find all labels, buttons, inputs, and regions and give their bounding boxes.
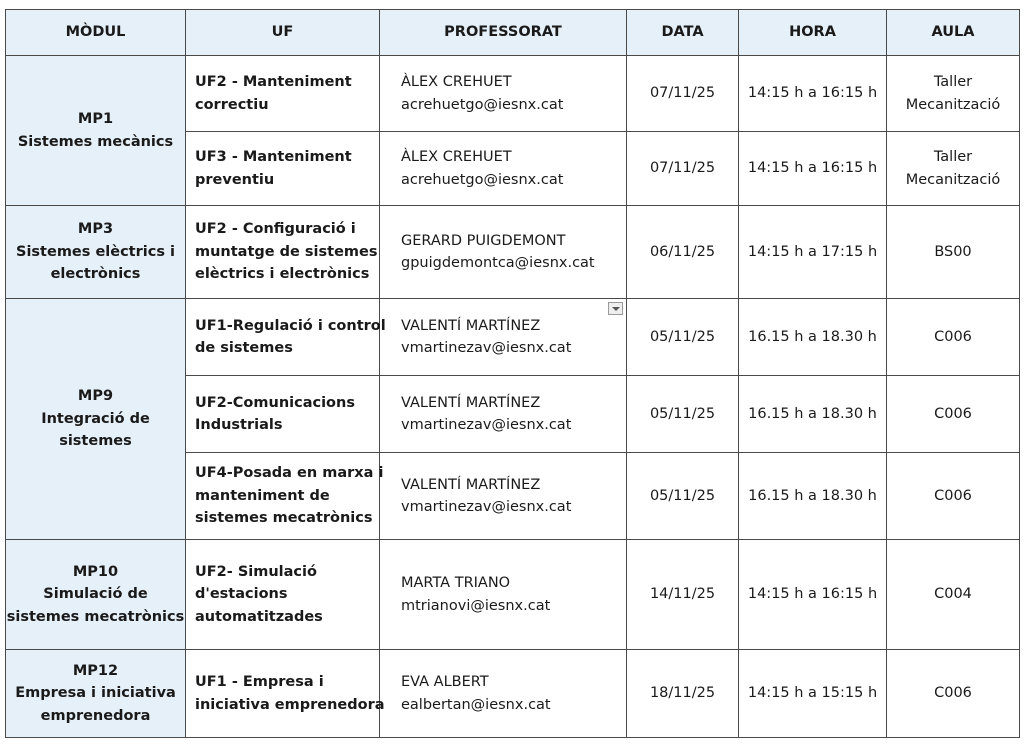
time-cell: 16.15 h a 18.30 h [739,453,887,540]
teacher-name: VALENTÍ MARTÍNEZ [401,476,541,493]
room-line: Mecanització [905,96,1001,113]
uf-cell [186,376,380,453]
teacher-cell [380,132,627,206]
teacher-name: MARTA TRIANO [401,575,511,591]
teacher-cell [380,376,627,453]
table-row [6,56,1020,132]
teacher-cell [380,453,627,540]
teacher-name: VALENTÍ MARTÍNEZ [401,394,541,411]
uf-line: muntatge de sistemes [195,243,378,260]
uf-line: de sistemes [195,340,293,356]
uf-line: d'estacions [195,586,288,603]
uf-line: correctiu [195,96,269,113]
teacher-cell [380,56,627,132]
time-cell: 14:15 h a 16:15 h [739,56,887,132]
room-cell [887,206,1020,299]
teacher-cell [380,540,627,650]
time-cell: 14:15 h a 15:15 h [739,650,887,738]
module-code: MP12 [72,662,119,679]
module-name: sistemes [59,433,132,450]
header-uf: UF [186,10,380,56]
header-aula: AULA [887,10,1020,56]
header-hora: HORA [739,10,887,56]
module-code: MP3 [77,221,114,238]
table-row [6,540,1020,650]
module-name: electrònics [50,266,141,283]
date-cell: 14/11/25 [627,540,739,650]
module-code: MP1 [77,111,114,127]
room-line: BS00 [934,243,972,260]
module-name: Empresa i iniciativa [15,685,176,702]
uf-cell [186,299,386,376]
header-data: DATA [627,10,739,56]
uf-line: sistemes mecatrònics [195,510,373,527]
room-cell [887,650,1020,738]
module-name: Simulació de [43,586,148,603]
module-name: sistemes mecatrònics [6,608,185,625]
date-cell: 05/11/25 [627,376,739,453]
module-cell-mp3 [6,206,186,299]
header-professorat: PROFESSORAT [380,10,627,56]
module-code: MP9 [77,388,114,405]
uf-cell [186,453,384,540]
teacher-email: acrehuetgo@iesnx.cat [401,171,564,188]
uf-cell [186,56,380,132]
teacher-email: vmartinezav@iesnx.cat [401,499,572,515]
room-cell [887,299,1020,376]
room-cell [887,376,1020,453]
date-cell: 07/11/25 [627,56,739,132]
room-line: C006 [934,405,972,422]
uf-cell [186,132,380,206]
dropdown-arrow-icon[interactable] [608,302,623,315]
teacher-email: gpuigdemontca@iesnx.cat [401,255,595,271]
uf-line: UF2 - Manteniment [195,74,352,90]
teacher-name: VALENTÍ MARTÍNEZ [401,317,541,334]
uf-line: automatitzades [195,608,323,625]
room-cell [887,540,1020,650]
room-line: Taller [933,74,973,90]
module-cell-mp10 [6,540,186,650]
time-cell: 14:15 h a 17:15 h [739,206,887,299]
teacher-cell [380,206,627,299]
room-line: Taller [933,149,973,165]
teacher-cell [380,299,627,376]
date-cell: 07/11/25 [627,132,739,206]
table-row [6,206,1020,299]
module-name: Integració de [41,410,150,427]
uf-line: elèctrics i electrònics [195,266,370,283]
schedule-table [5,9,1020,738]
teacher-email: ealbertan@iesnx.cat [401,696,551,713]
uf-cell [186,540,380,650]
room-cell [887,56,1020,132]
uf-line: iniciativa emprenedora [195,696,385,713]
uf-line: UF2-Comunicacions [195,394,355,411]
teacher-email: acrehuetgo@iesnx.cat [401,96,564,113]
uf-line: UF1 - Empresa i [195,674,324,690]
module-cell-mp1 [6,56,186,206]
uf-line: manteniment de [195,487,330,504]
module-name: emprenedora [40,707,151,724]
time-cell: 14:15 h a 16:15 h [739,132,887,206]
teacher-name: GERARD PUIGDEMONT [401,232,566,249]
teacher-email: vmartinezav@iesnx.cat [401,340,572,356]
date-cell: 05/11/25 [627,453,739,540]
header-modul: MÒDUL [6,10,186,56]
uf-cell [186,206,380,299]
room-line: C006 [934,328,972,345]
module-code: MP10 [72,563,119,580]
table-row [6,299,1020,376]
uf-line: UF4-Posada en marxa i [195,465,384,482]
module-name: Sistemes mecànics [17,133,174,150]
date-cell: 18/11/25 [627,650,739,738]
room-cell [887,132,1020,206]
uf-cell [186,650,385,738]
teacher-name: ÀLEX CREHUET [401,149,512,165]
uf-line: UF2- Simulació [195,563,317,580]
module-name: Sistemes elèctrics i [16,243,175,260]
header-row [6,10,1020,56]
date-cell: 05/11/25 [627,299,739,376]
time-cell: 16.15 h a 18.30 h [739,299,887,376]
uf-line: UF1-Regulació i control [195,317,386,334]
teacher-cell [380,650,627,738]
room-line: Mecanització [905,171,1001,188]
room-line: C006 [934,685,972,702]
teacher-email: mtrianovi@iesnx.cat [401,597,551,614]
uf-line: UF2 - Configuració i [195,221,356,238]
table-row [6,650,1020,738]
room-line: C004 [934,586,972,603]
date-cell: 06/11/25 [627,206,739,299]
room-line: C006 [934,487,972,504]
room-cell [887,453,1020,540]
time-cell: 16.15 h a 18.30 h [739,376,887,453]
time-cell: 14:15 h a 16:15 h [739,540,887,650]
uf-line: preventiu [195,171,275,188]
uf-line: UF3 - Manteniment [195,149,352,165]
teacher-email: vmartinezav@iesnx.cat [401,417,572,433]
uf-line: Industrials [195,417,283,433]
teacher-name: ÀLEX CREHUET [401,74,512,90]
module-cell-mp9 [6,299,186,540]
module-cell-mp12 [6,650,186,738]
teacher-name: EVA ALBERT [401,674,489,690]
